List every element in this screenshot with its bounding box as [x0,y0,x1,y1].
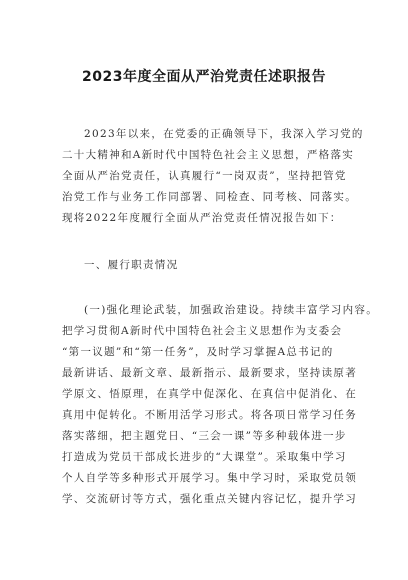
intro-line-1: 2023年以来，在党委的正确领导下，我深入学习党的 [84,128,364,140]
section-heading: 一、履行职责情况 [84,259,179,271]
intro-line-5: 现将2022年度履行全面从严治党责任情况报告如下： [62,212,342,224]
body-line-1: (一)强化理论武装，加强政治建设。持续丰富学习内容。 [84,304,378,316]
intro-line-3: 全面从严治党责任，认真履行“一岗双责”，坚持把管党 [62,170,347,182]
document-title: 2023年度全面从严治党责任述职报告 [82,69,326,85]
body-line-4: 最新讲话、最新文章、最新指示、最新要求，坚持读原著 [62,367,357,379]
body-line-2: 把学习贯彻A新时代中国特色社会主义思想作为支委会 [62,325,343,337]
intro-line-2: 二十大精神和A新时代中国特色社会主义思想，严格落实 [62,149,355,161]
body-line-9: 个人自学等多种形式开展学习。集中学习时，采取党员领 [62,472,357,484]
intro-line-4: 治党工作与业务工作同部署、同检查、同考核、同落实。 [62,191,357,203]
body-line-10: 学、交流研讨等方式，强化重点关键内容记忆，提升学习 [62,493,357,505]
body-line-5: 学原文、悟原理，在真学中促深化、在真信中促消化、在 [62,388,357,400]
body-line-8: 打造成为党员干部成长进步的“大课堂”。采取集中学习 [62,451,347,463]
body-line-7: 落实落细，把主题党日、“三会一课”等多种载体进一步 [62,430,347,442]
body-line-3: “第一议题”和“第一任务”，及时学习掌握A总书记的 [62,346,334,358]
body-line-6: 真用中促转化。不断用活学习形式。将各项日常学习任务 [62,409,357,421]
